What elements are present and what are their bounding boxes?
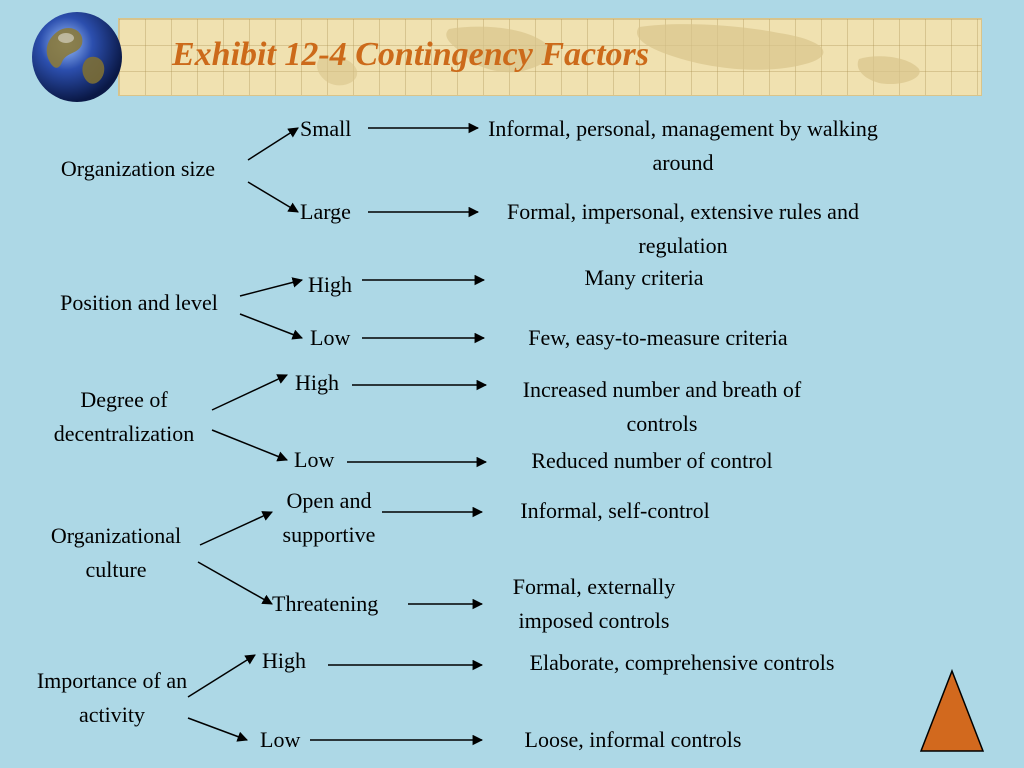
branch-arrow xyxy=(188,655,255,697)
condition-label: High xyxy=(308,272,352,297)
condition-label: High xyxy=(262,648,306,673)
factor-label: Organizational culture xyxy=(50,523,182,582)
outcome-label: Many criteria xyxy=(584,265,704,290)
page-title: Exhibit 12-4 Contingency Factors xyxy=(172,36,649,73)
condition-label: Low xyxy=(260,727,301,752)
branch-arrow xyxy=(198,562,272,604)
condition-label: Threatening xyxy=(272,591,379,616)
condition-label: Large xyxy=(300,199,351,224)
outcome-label: Reduced number of control xyxy=(531,448,773,473)
condition-label: High xyxy=(295,370,339,395)
outcome-label: Informal, self-control xyxy=(520,498,710,523)
factor-label: Degree of decentralization xyxy=(53,387,195,446)
branch-arrow xyxy=(212,375,287,410)
triangle-nav-icon[interactable] xyxy=(918,668,986,754)
branch-arrow xyxy=(240,280,302,296)
branch-arrow xyxy=(212,430,287,460)
condition-label: Low xyxy=(310,325,351,350)
branch-arrow xyxy=(200,512,272,545)
factor-label: Position and level xyxy=(60,290,218,315)
factor-label: Importance of an activity xyxy=(36,668,188,727)
branch-arrow xyxy=(248,182,298,212)
outcome-label: Loose, informal controls xyxy=(524,727,742,752)
factor-label: Organization size xyxy=(60,156,216,181)
branch-arrow xyxy=(248,128,298,160)
outcome-label: Increased number and breath of controls xyxy=(522,377,802,436)
outcome-label: Formal, externally imposed controls xyxy=(512,574,676,633)
branch-arrow xyxy=(240,314,302,338)
outcome-label: Informal, personal, management by walking around xyxy=(488,116,878,175)
outcome-label: Few, easy-to-measure criteria xyxy=(528,325,788,350)
condition-label: Open and supportive xyxy=(282,488,376,547)
condition-label: Low xyxy=(294,447,335,472)
outcome-label: Formal, impersonal, extensive rules and regulation xyxy=(507,199,859,258)
condition-label: Small xyxy=(300,116,352,141)
outcome-label: Elaborate, comprehensive controls xyxy=(529,650,835,675)
